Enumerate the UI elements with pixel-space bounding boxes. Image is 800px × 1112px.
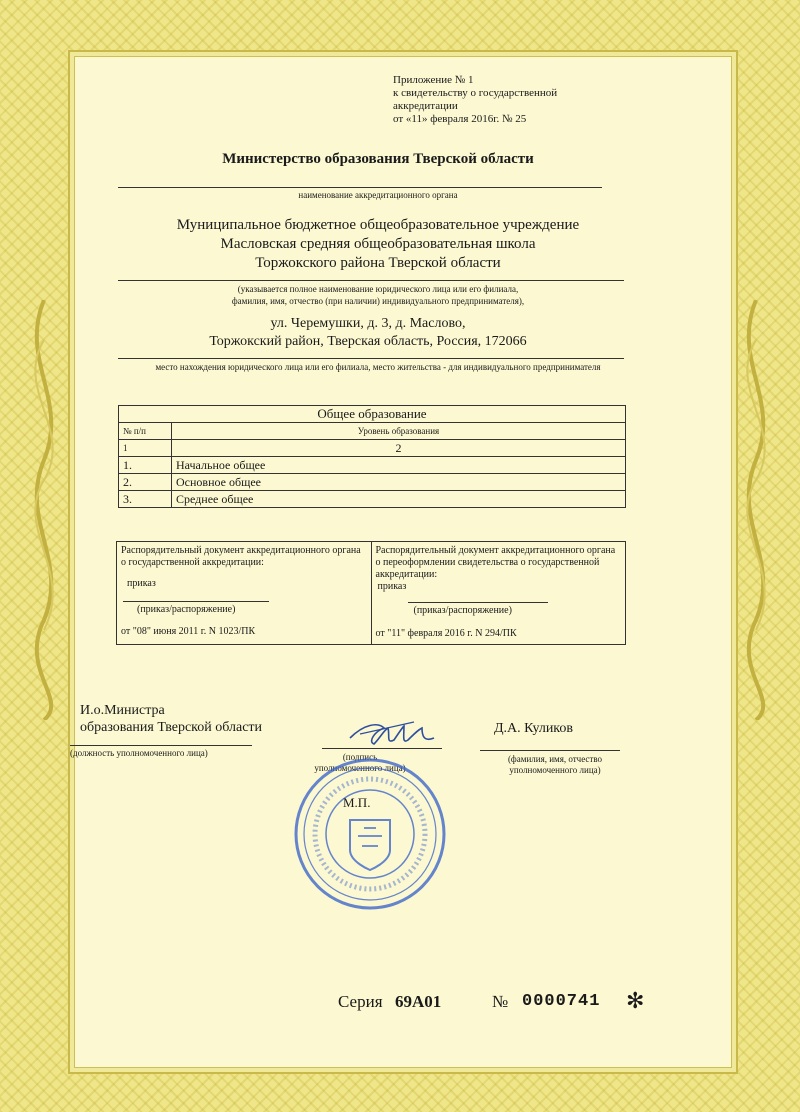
row-level: Основное общее (172, 474, 626, 491)
position-caption: (должность уполномоченного лица) (70, 748, 208, 758)
appendix-line: от «11» февраля 2016г. № 25 (393, 113, 527, 125)
organization-line: Муниципальное бюджетное общеобразовательное учреждение (176, 217, 580, 233)
position-line: И.о.Министра (80, 703, 165, 718)
appendix-line: аккредитации (393, 100, 458, 112)
education-levels-table (118, 405, 626, 508)
caption-line: (указывается полное наименование юридического лица или его филиала, (237, 284, 519, 294)
row-level: Начальное общее (172, 457, 626, 474)
divider (70, 745, 252, 746)
organization-name (118, 216, 638, 273)
divider (480, 750, 620, 751)
table-row (119, 491, 626, 508)
administrative-documents (116, 541, 626, 645)
signatory-position (80, 702, 262, 736)
address (118, 315, 618, 351)
order-date: от "08" июня 2011 г. N 1023/ПК (121, 626, 256, 637)
caption-line: (подпись (342, 752, 378, 762)
box-heading: Распорядительный документ аккредитационного органа о переоформлении свидетельства о государственной аккредитации: (375, 545, 616, 580)
appendix-note (393, 74, 557, 126)
ministry-title: Министерство образования Тверской области (222, 151, 534, 167)
index-cell: 2 (172, 440, 626, 457)
series-label: Серия (338, 992, 383, 1011)
row-number: 2. (119, 474, 172, 491)
order-date: от "11" февраля 2016 г. N 294/ПК (375, 628, 517, 639)
left-ornament-icon (14, 300, 74, 720)
caption-line: (фамилия, имя, отчество (507, 754, 603, 764)
divider (322, 748, 442, 749)
order-type-caption: (приказ/распоряжение) (413, 605, 512, 616)
appendix-line: Приложение № 1 (393, 74, 474, 86)
divider (123, 601, 269, 602)
ministry-caption: наименование аккредитационного органа (298, 190, 458, 200)
reissue-order-box (371, 542, 626, 644)
seal-label: М.П. (343, 795, 371, 810)
series-value: 69А01 (395, 992, 442, 1011)
organization-line: Торжокского района Тверской области (255, 255, 501, 271)
divider (118, 187, 602, 188)
table-row (119, 457, 626, 474)
box-heading: Распорядительный документ аккредитационного органа о государственной аккредитации: (121, 545, 361, 568)
address-line: Торжокский район, Тверская область, Россия, 172066 (209, 334, 527, 349)
row-level: Среднее общее (172, 491, 626, 508)
row-number: 3. (119, 491, 172, 508)
order-type-caption: (приказ/распоряжение) (137, 604, 236, 615)
name-caption (490, 754, 620, 776)
organization-caption (118, 283, 638, 307)
table-title: Общее образование (119, 406, 626, 423)
caption-line: уполномоченного лица) (509, 765, 601, 775)
address-caption: место нахождения юридического лица или его филиала, место жительства - для индивидуального предпринимателя (155, 362, 601, 372)
signatory-name: Д.А. Куликов (494, 721, 574, 736)
position-line: образования Тверской области (80, 720, 263, 735)
divider (118, 280, 624, 281)
column-header: № п/п (119, 423, 172, 440)
index-cell: 1 (119, 440, 172, 457)
order-type: приказ (377, 581, 407, 592)
order-type: приказ (127, 578, 156, 589)
table-row (119, 474, 626, 491)
address-line: ул. Черемушки, д. 3, д. Маслово, (270, 316, 466, 331)
row-number: 1. (119, 457, 172, 474)
column-header: Уровень образования (172, 423, 626, 440)
divider (118, 358, 624, 359)
number-label: № (492, 992, 509, 1011)
signature-mark (344, 716, 440, 750)
caption-line: уполномоченного лица) (314, 763, 406, 773)
official-seal (292, 756, 448, 912)
appendix-line: к свидетельству о государственной (393, 87, 558, 99)
organization-line: Масловская средняя общеобразовательная школа (220, 236, 536, 252)
asterisk-mark: ✻ (626, 988, 645, 1013)
divider (408, 602, 548, 603)
accreditation-order-box (117, 542, 371, 644)
caption-line: фамилия, имя, отчество (при наличии) индивидуального предпринимателя), (231, 296, 525, 306)
certificate-number: 0000741 (522, 992, 601, 1011)
